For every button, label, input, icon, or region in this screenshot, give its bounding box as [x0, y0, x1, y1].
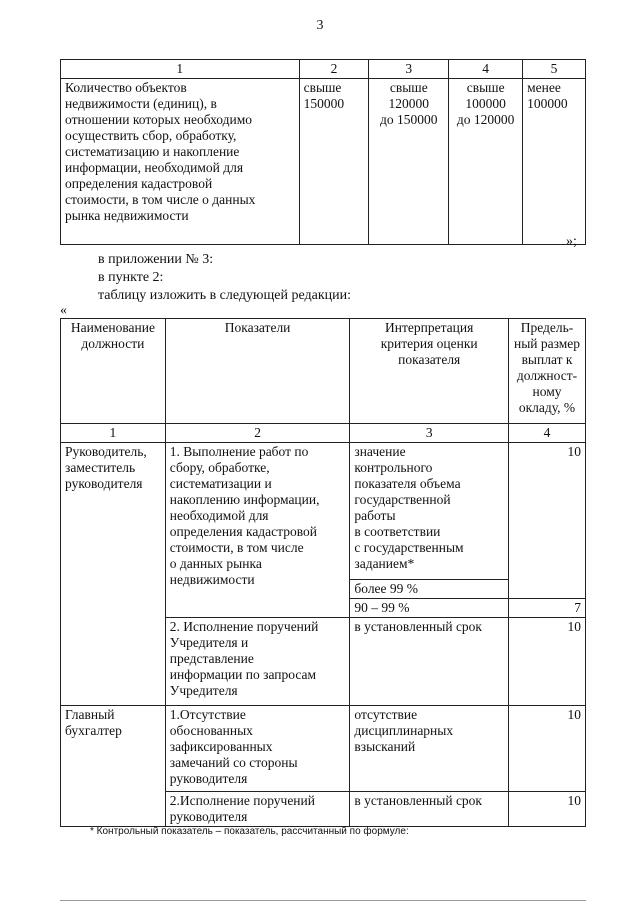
text-line: в установленный срок [354, 619, 482, 634]
text-line: 100000 [527, 96, 568, 111]
text-line: ному [532, 384, 562, 399]
text-line: рынка недвижимости [65, 208, 189, 223]
table-header-row [61, 319, 586, 424]
text-line: свыше [466, 80, 505, 95]
objects-count-table [60, 59, 586, 245]
text-line: 150000 [303, 96, 345, 111]
text-line: показателя [398, 352, 461, 367]
interpretation-cell: более 99 % [350, 580, 509, 599]
text-line: отношении которых необходимо [65, 112, 253, 127]
text-line: о данных рынка [169, 556, 262, 571]
text-line: в установленный срок [354, 793, 482, 808]
text-line: таблицу изложить в следующей редакции: [98, 288, 352, 303]
cell-value [299, 79, 369, 245]
text-line: Учредителя и [169, 635, 249, 650]
closing-quote: »; [566, 234, 577, 249]
column-numbers-row [61, 424, 586, 443]
col-header: 4 [449, 60, 523, 79]
text-line: Интерпретация [385, 320, 474, 335]
cell-value [369, 79, 449, 245]
header-indicators [165, 319, 350, 424]
text-line: взысканий [354, 739, 416, 754]
text-line: критерия оценки [380, 336, 478, 351]
text-line: до 150000 [380, 112, 438, 127]
text-line: Главный [65, 707, 115, 722]
payments-table [60, 318, 586, 827]
indicator-cell [165, 618, 350, 706]
header-position [61, 319, 166, 424]
interpretation-cell [350, 618, 509, 706]
table-row [61, 443, 586, 580]
text-line: до 120000 [456, 112, 515, 127]
text-line: стоимости, в том числе о данных [65, 192, 256, 207]
position-cell [61, 443, 166, 706]
text-line: сбору, обработке, [169, 460, 270, 475]
text-line: должности [81, 336, 145, 351]
text-line: заданием* [354, 556, 415, 571]
text-line: должност- [516, 368, 578, 383]
col-number: 3 [350, 424, 509, 443]
value-cell: 7 [509, 599, 586, 618]
page-bottom-line [60, 900, 586, 901]
table-row [61, 79, 586, 245]
text-line: руководителя [169, 771, 248, 786]
text-line: менее [527, 80, 561, 95]
text-line: зафиксированных [169, 739, 273, 754]
text-line: накоплению информации, [169, 492, 320, 507]
row-description [61, 79, 300, 245]
text-line: с государственным [354, 540, 464, 555]
indicator-cell [165, 706, 350, 792]
indicator-cell [165, 443, 350, 618]
opening-quote: « [60, 303, 67, 318]
header-interpretation [350, 319, 509, 424]
text-line: определения кадастровой [65, 176, 213, 191]
col-header: 1 [61, 60, 300, 79]
text-line: Показатели [224, 320, 291, 335]
interpretation-cell: 90 – 99 % [350, 599, 509, 618]
text-line: руководителя [169, 809, 248, 824]
text-line: Предель- [520, 320, 574, 335]
text-line: 120000 [388, 96, 430, 111]
text-line: бухгалтер [65, 723, 122, 738]
text-line: обоснованных [169, 723, 253, 738]
text-line: информации, необходимой для [65, 160, 244, 175]
position-cell [61, 706, 166, 827]
text-line: систематизации и [169, 476, 272, 491]
interpretation-cell [350, 443, 509, 580]
col-number: 1 [61, 424, 166, 443]
text-line: отсутствие [354, 707, 418, 722]
text-line: в соответствии [354, 524, 441, 539]
text-line: определения кадастровой [169, 524, 317, 539]
text-line: Учредителя [169, 683, 238, 698]
indicator-cell [165, 792, 350, 827]
text-line: ный размер [513, 336, 581, 351]
value-cell: 10 [509, 443, 586, 599]
text-line: Количество объектов [65, 80, 187, 95]
value-cell: 10 [509, 618, 586, 706]
footnote: * Контрольный показатель – показатель, рассчитанный по формуле: [90, 826, 409, 837]
page-number: 3 [316, 18, 324, 33]
text-line: 2. Исполнение поручений [169, 619, 319, 634]
text-line: 2.Исполнение поручений [169, 793, 315, 808]
value-cell: 10 [509, 792, 586, 827]
table-header-row [61, 60, 586, 79]
text-line: свыше [303, 80, 342, 95]
text-line: в пункте 2: [98, 270, 164, 285]
text-line: государственной [354, 492, 451, 507]
text-line: контрольного [354, 460, 433, 475]
text-line: в приложении № 3: [98, 252, 214, 267]
text-line: дисциплинарных [354, 723, 454, 738]
cell-value [523, 79, 586, 245]
header-max-payment [509, 319, 586, 424]
text-line: свыше [389, 80, 428, 95]
text-line: окладу, % [518, 400, 576, 415]
text-line: 1.Отсутствие [169, 707, 246, 722]
text-line: заместитель [65, 460, 136, 475]
col-header: 5 [523, 60, 586, 79]
text-line: необходимой для [169, 508, 269, 523]
table-row [61, 706, 586, 792]
text-line: 1. Выполнение работ по [169, 444, 309, 459]
text-line: недвижимости [169, 572, 255, 587]
text-line: систематизацию и накопление [65, 144, 240, 159]
text-line: 100000 [465, 96, 506, 111]
text-line: замечаний со стороны [169, 755, 298, 770]
text-line: стоимости, в том числе [169, 540, 304, 555]
interpretation-cell [350, 706, 509, 792]
col-header: 2 [299, 60, 369, 79]
text-line: работы [354, 508, 396, 523]
text-line: осуществить сбор, обработку, [65, 128, 237, 143]
text-line: выплат к [521, 352, 573, 367]
text-line: значение [354, 444, 406, 459]
text-line: руководителя [65, 476, 143, 491]
text-line: информации по запросам [169, 667, 317, 682]
text-line: Руководитель, [65, 444, 147, 459]
col-number: 2 [165, 424, 350, 443]
text-line: показателя объема [354, 476, 461, 491]
text-line: представление [169, 651, 254, 666]
col-header: 3 [369, 60, 449, 79]
text-line: недвижимости (единиц), в [65, 96, 217, 111]
text-line: Наименование [70, 320, 155, 335]
col-number: 4 [509, 424, 586, 443]
interpretation-cell [350, 792, 509, 827]
cell-value [449, 79, 523, 245]
value-cell: 10 [509, 706, 586, 792]
